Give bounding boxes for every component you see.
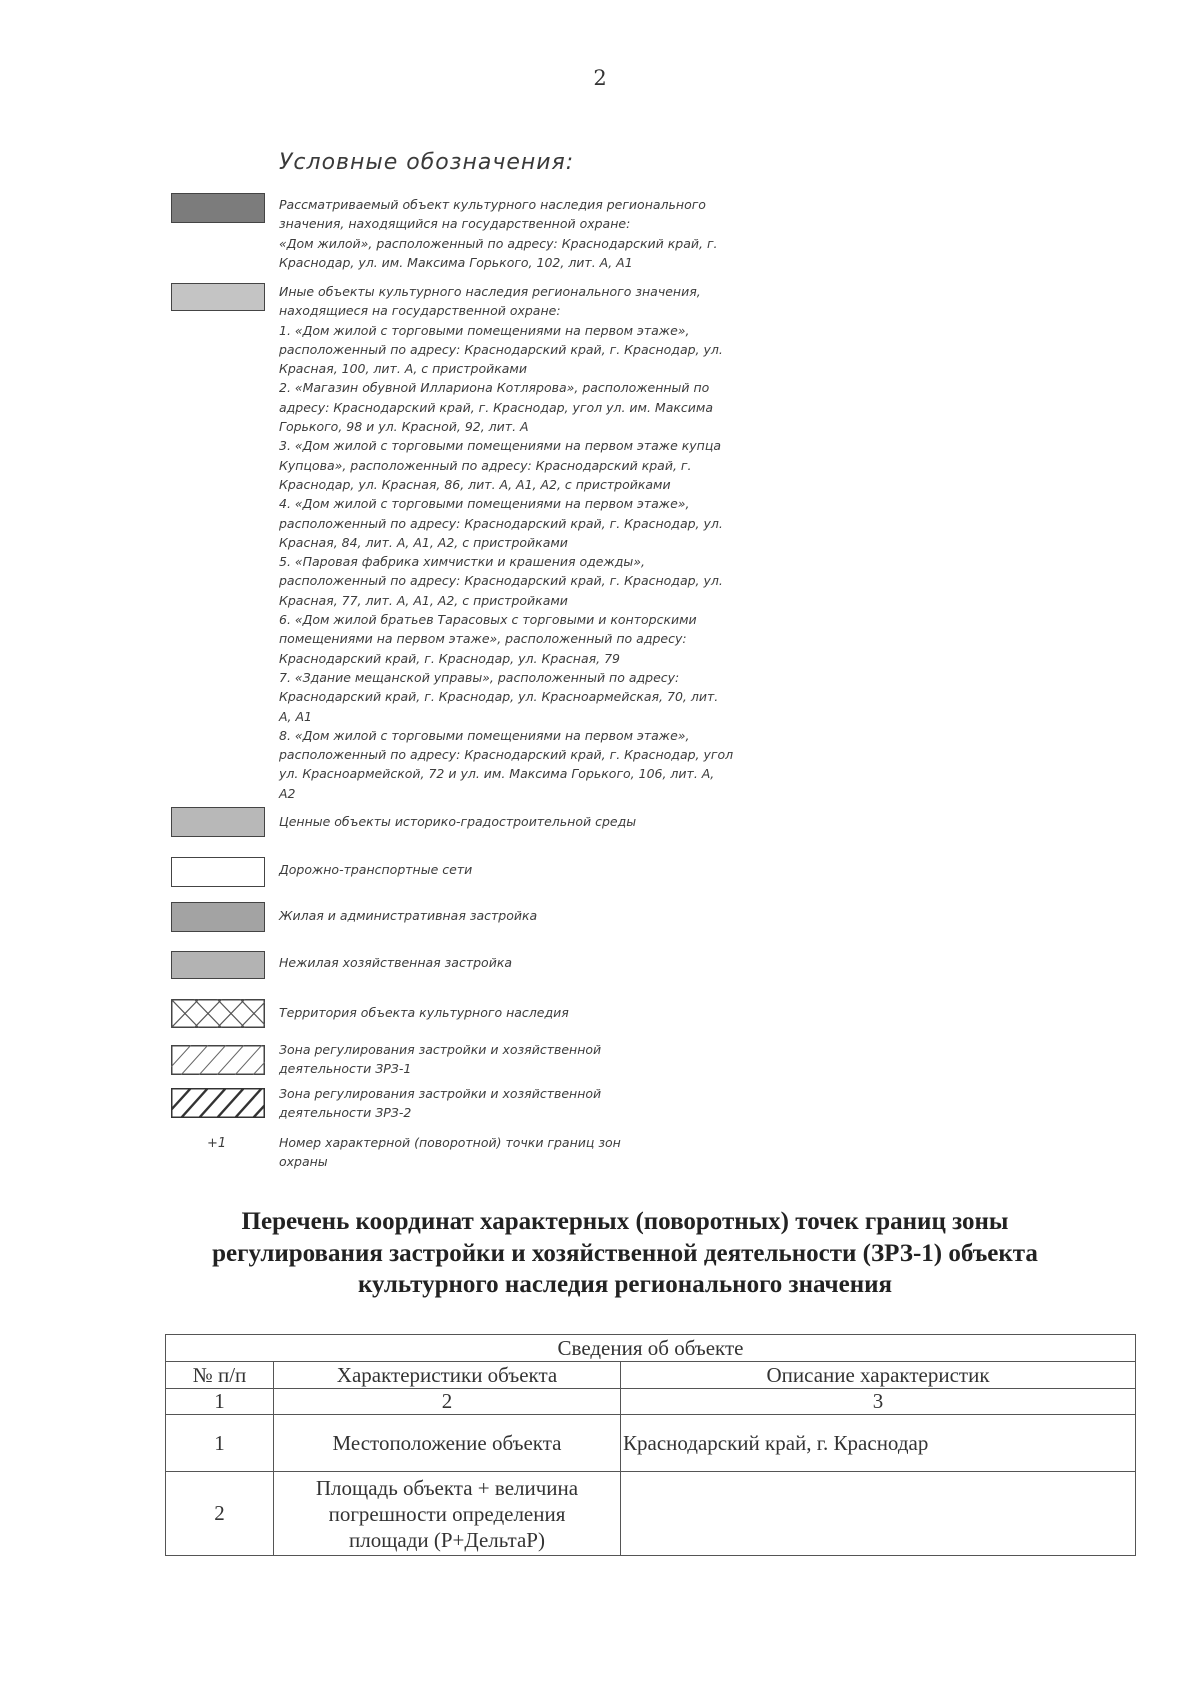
row-description: Краснодарский край, г. Краснодар [621, 1415, 1136, 1472]
legend-text-line: Краснодар, ул. Красная, 86, лит. А, А1, А2, с пристройками [279, 476, 671, 492]
legend-text-road-networks [279, 860, 799, 879]
legend-text-line: Жилая и административная застройка [279, 908, 538, 923]
legend-text-line: Ценные объекты историко-градостроительной среды [279, 814, 637, 829]
legend-text-line: «Дом жилой», расположенный по адресу: Краснодарский край, г. [279, 235, 718, 251]
document-heading [150, 1206, 1100, 1301]
legend-text-line: расположенный по адресу: Краснодарский край, г. Краснодар, ул. [279, 573, 723, 589]
table-row [166, 1472, 1136, 1556]
legend-text-line: 1. «Дом жилой с торговыми помещениями на первом этаже», [279, 322, 690, 338]
legend-text-line: находящиеся на государственной охране: [279, 303, 561, 319]
table-section-row [166, 1335, 1136, 1362]
legend-text-heritage-object [279, 195, 799, 272]
legend-swatch-residential-buildings [171, 902, 265, 932]
legend-text-line: А, А1 [279, 708, 313, 724]
legend-text-line: Зона регулирования застройки и хозяйственной [279, 1042, 602, 1057]
legend-text-line: А2 [279, 785, 296, 801]
legend-text-line: Горького, 98 и ул. Красной, 92, лит. А [279, 419, 529, 435]
column-number: 2 [274, 1389, 621, 1415]
legend-text-heritage-territory [279, 1003, 799, 1022]
characteristic-line: погрешности определения [328, 1501, 566, 1526]
legend-title: Условные обозначения: [279, 150, 575, 175]
legend-text-line: Красная, 100, лит. А, с пристройками [279, 361, 527, 377]
legend-text-line: Краснодарский край, г. Краснодар, ул. Красная, 79 [279, 650, 620, 666]
legend-text-line: Купцова», расположенный по адресу: Краснодарский край, г. [279, 457, 692, 473]
legend-text-line: Территория объекта культурного наследия [279, 1005, 569, 1020]
legend-text-line: 2. «Магазин обувной Иллариона Котлярова», расположенный по [279, 380, 710, 396]
legend-swatch-other-heritage-objects [171, 283, 265, 311]
heading-line: Перечень координат характерных (поворотных) точек границ зоны [241, 1208, 1009, 1235]
legend-text-residential-buildings [279, 906, 799, 925]
characteristic-line: площади (Р+ДельтаР) [349, 1527, 545, 1552]
legend-text-line: Красная, 84, лит. А, А1, А2, с пристройками [279, 534, 568, 550]
table-column-numbers-row [166, 1389, 1136, 1415]
legend-text-line: помещениями на первом этаже», расположенный по адресу: [279, 631, 687, 647]
row-description [621, 1472, 1136, 1556]
heading-line: культурного наследия регионального значения [357, 1271, 893, 1298]
legend-text-line: Рассматриваемый объект культурного наследия регионального [279, 197, 706, 212]
row-number: 1 [166, 1415, 274, 1472]
characteristic-line: Площадь объекта + величина [315, 1475, 579, 1500]
heading-line: регулирования застройки и хозяйственной деятельности (ЗРЗ-1) объекта [212, 1239, 1038, 1267]
legend-text-line: 5. «Паровая фабрика химчистки и крашения одежды», [279, 554, 645, 570]
legend-text-line: Нежилая хозяйственная застройка [279, 955, 513, 970]
row-number: 2 [166, 1472, 274, 1556]
legend-swatch-road-networks [171, 857, 265, 887]
legend-text-point-number [279, 1133, 799, 1172]
table-row [166, 1415, 1136, 1472]
legend-text-valuable-objects [279, 812, 799, 831]
legend-text-line: охраны [279, 1154, 328, 1170]
legend-text-line: расположенный по адресу: Краснодарский край, г. Краснодар, ул. [279, 341, 723, 357]
column-number: 1 [166, 1389, 274, 1415]
legend-swatch-heritage-territory [171, 999, 265, 1028]
legend-swatch-heritage-object [171, 193, 265, 223]
legend-text-line: деятельности ЗРЗ-2 [279, 1105, 412, 1121]
legend-text-line: Краснодарский край, г. Краснодар, ул. Красноармейская, 70, лит. [279, 689, 719, 705]
column-header-characteristic: Характеристики объекта [274, 1362, 621, 1389]
object-info-table [165, 1334, 1136, 1556]
point-number-sign: +1 [207, 1136, 227, 1151]
legend-text-zone-zrz-1 [279, 1040, 799, 1079]
legend-swatch-zone-zrz-2 [171, 1088, 265, 1118]
legend-text-line: расположенный по адресу: Краснодарский край, г. Краснодар, ул. [279, 515, 723, 531]
table-header-row [166, 1362, 1136, 1389]
legend-text-line: Зона регулирования застройки и хозяйственной [279, 1086, 602, 1101]
legend-swatch-zone-zrz-1 [171, 1045, 265, 1075]
legend-text-line: адресу: Краснодарский край, г. Краснодар, угол ул. им. Максима [279, 399, 713, 415]
legend-text-other-heritage-objects [279, 282, 799, 803]
legend-text-line: 8. «Дом жилой с торговыми помещениями на первом этаже», [279, 727, 690, 743]
legend-text-line: Краснодар, ул. им. Максима Горького, 102, лит. А, А1 [279, 254, 633, 270]
legend-text-line: Красная, 77, лит. А, А1, А2, с пристройками [279, 592, 568, 608]
column-header-number: № п/п [166, 1362, 274, 1389]
legend-swatch-valuable-objects [171, 807, 265, 837]
column-header-description: Описание характеристик [621, 1362, 1136, 1389]
page-number: 2 [593, 66, 607, 90]
legend-text-line: ул. Красноармейской, 72 и ул. им. Максима Горького, 106, лит. А, [279, 766, 715, 782]
legend-text-line: 3. «Дом жилой с торговыми помещениями на первом этаже купца [279, 438, 722, 454]
legend-text-line: Номер характерной (поворотной) точки границ зон [279, 1135, 621, 1150]
legend-text-line: 6. «Дом жилой братьев Тарасовых с торговыми и конторскими [279, 612, 697, 628]
column-number: 3 [621, 1389, 1136, 1415]
legend-text-non-residential-buildings [279, 953, 799, 972]
legend-text-line: Дорожно-транспортные сети [279, 862, 473, 877]
legend-text-line: 7. «Здание мещанской управы», расположенный по адресу: [279, 669, 680, 685]
legend-swatch-non-residential-buildings [171, 951, 265, 979]
legend-text-zone-zrz-2 [279, 1084, 799, 1123]
legend-text-line: значения, находящийся на государственной охране: [279, 216, 631, 232]
row-characteristic: Местоположение объекта [274, 1415, 621, 1472]
legend-text-line: 4. «Дом жилой с торговыми помещениями на первом этаже», [279, 496, 690, 512]
legend-text-line: деятельности ЗРЗ-1 [279, 1061, 412, 1077]
row-characteristic [274, 1472, 621, 1556]
legend-text-line: Иные объекты культурного наследия регионального значения, [279, 284, 701, 299]
table-section-title: Сведения об объекте [166, 1335, 1136, 1362]
legend-text-line: расположенный по адресу: Краснодарский край, г. Краснодар, угол [279, 747, 734, 763]
